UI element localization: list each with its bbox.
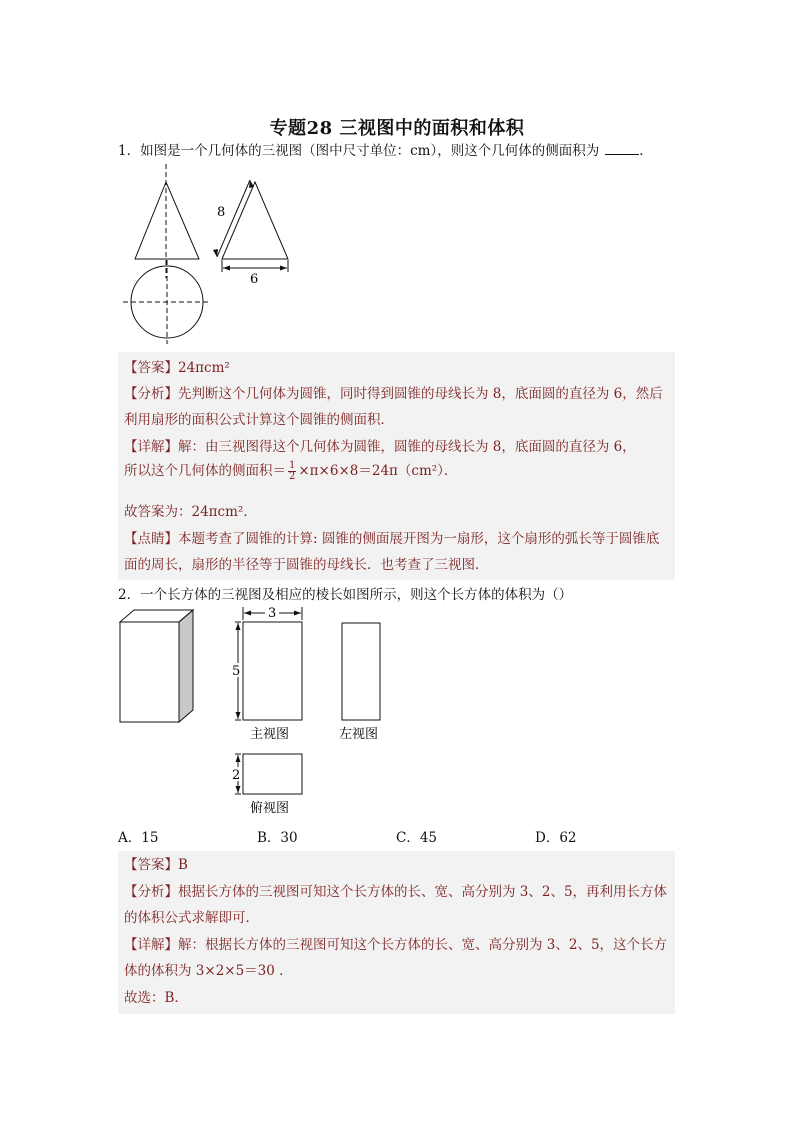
detail-tag: 【详解】 bbox=[124, 439, 178, 455]
comment-row bbox=[124, 527, 659, 547]
comment-tag: 【点睛】 bbox=[124, 531, 178, 547]
answer-tag: 【答案】 bbox=[124, 360, 178, 376]
fraction-numerator: 1 bbox=[289, 460, 296, 471]
analysis-row bbox=[124, 382, 663, 402]
cone-three-views-figure bbox=[115, 158, 305, 348]
option-b: B．30 bbox=[257, 830, 298, 846]
comment-row-2: 面的周长，扇形的半径等于圆锥的母线长．也考查了三视图． bbox=[124, 557, 489, 573]
solution-1-panel bbox=[118, 352, 675, 580]
page-title: 专题28 三视图中的面积和体积 bbox=[269, 118, 525, 139]
option-d: D．62 bbox=[535, 830, 577, 846]
answer-row bbox=[124, 853, 188, 873]
arrowhead bbox=[223, 266, 230, 271]
front-view-caption: 主视图 bbox=[250, 727, 290, 742]
question-2-text: 2．一个长方体的三视图及相应的棱长如图所示，则这个长方体的体积为（） bbox=[118, 587, 573, 603]
question-1-end: ． bbox=[639, 143, 653, 159]
side-view-caption: 左视图 bbox=[339, 727, 379, 742]
arrowhead bbox=[236, 623, 241, 630]
width-label: 3 bbox=[268, 606, 277, 621]
fraction-denominator: 2 bbox=[289, 471, 296, 482]
slant-label: 8 bbox=[217, 205, 226, 220]
arrowhead bbox=[236, 712, 241, 719]
front-view-triangle bbox=[135, 182, 199, 259]
top-view-caption: 俯视图 bbox=[250, 801, 290, 816]
depth-label: 2 bbox=[232, 768, 241, 783]
answer-value: 24πcm² bbox=[178, 360, 230, 376]
arrowhead bbox=[294, 611, 301, 616]
box-front-face bbox=[120, 622, 179, 722]
analysis-row bbox=[124, 880, 667, 900]
side-view-triangle bbox=[222, 182, 288, 259]
box-side-face bbox=[179, 610, 193, 722]
cuboid-three-views-figure bbox=[115, 600, 395, 822]
comment-text: 本题考查了圆锥的计算: 圆锥的侧面展开图为一扇形，这个扇形的弧长等于圆锥底 bbox=[178, 531, 660, 547]
option-a: A．15 bbox=[118, 830, 159, 846]
solution-2-panel bbox=[118, 851, 675, 1014]
arrowhead bbox=[236, 755, 241, 762]
analysis-tag: 【分析】 bbox=[124, 884, 178, 900]
detail-text: 解：由三视图得这个几何体为圆锥，圆锥的母线长为 8，底面圆的直径为 6， bbox=[178, 439, 636, 455]
detail-text: 解：根据长方体的三视图可知这个长方体的长、宽、高分别为 3、2、5，这个长方 bbox=[178, 937, 668, 953]
final-answer-row: 故答案为：24πcm²． bbox=[124, 504, 257, 520]
side-view-rect bbox=[342, 623, 380, 720]
detail-row-2 bbox=[124, 459, 457, 482]
detail-text-b: ×π×6×8＝24π（cm²）． bbox=[298, 463, 458, 479]
front-view-rect bbox=[243, 622, 302, 720]
answer-value: B bbox=[178, 857, 188, 873]
analysis-tag: 【分析】 bbox=[124, 386, 178, 402]
answer-row bbox=[124, 356, 230, 376]
question-1 bbox=[118, 139, 653, 159]
detail-row bbox=[124, 933, 667, 953]
question-1-text: 1．如图是一个几何体的三视图（图中尺寸单位：cm），则这个几何体的侧面积为 bbox=[118, 143, 600, 159]
analysis-text: 根据长方体的三视图可知这个长方体的长、宽、高分别为 3、2、5，再利用长方体 bbox=[178, 884, 668, 900]
detail-tag: 【详解】 bbox=[124, 937, 178, 953]
detail-row bbox=[124, 435, 636, 455]
fraction-one-half bbox=[288, 461, 296, 482]
top-view-rect bbox=[243, 754, 302, 794]
detail-text-a: 所以这个几何体的侧面积＝ bbox=[124, 463, 286, 479]
answer-tag: 【答案】 bbox=[124, 857, 178, 873]
height-label: 5 bbox=[232, 664, 241, 679]
arrowhead bbox=[280, 266, 287, 271]
analysis-text: 先判断这个几何体为圆锥，同时得到圆锥的母线长为 8，底面圆的直径为 6，然后 bbox=[178, 386, 663, 402]
analysis-row-2: 利用扇形的面积公式计算这个圆锥的侧面积． bbox=[124, 412, 394, 428]
option-c: C．45 bbox=[396, 830, 438, 846]
analysis-row-2: 的体积公式求解即可． bbox=[124, 910, 259, 926]
answer-blank bbox=[605, 142, 639, 155]
final-answer-row: 故选：B． bbox=[124, 990, 188, 1006]
detail-row-2: 体的体积为 3×2×5＝30 ． bbox=[124, 963, 293, 979]
arrowhead bbox=[236, 786, 241, 793]
base-label: 6 bbox=[250, 272, 259, 287]
arrowhead bbox=[244, 611, 251, 616]
